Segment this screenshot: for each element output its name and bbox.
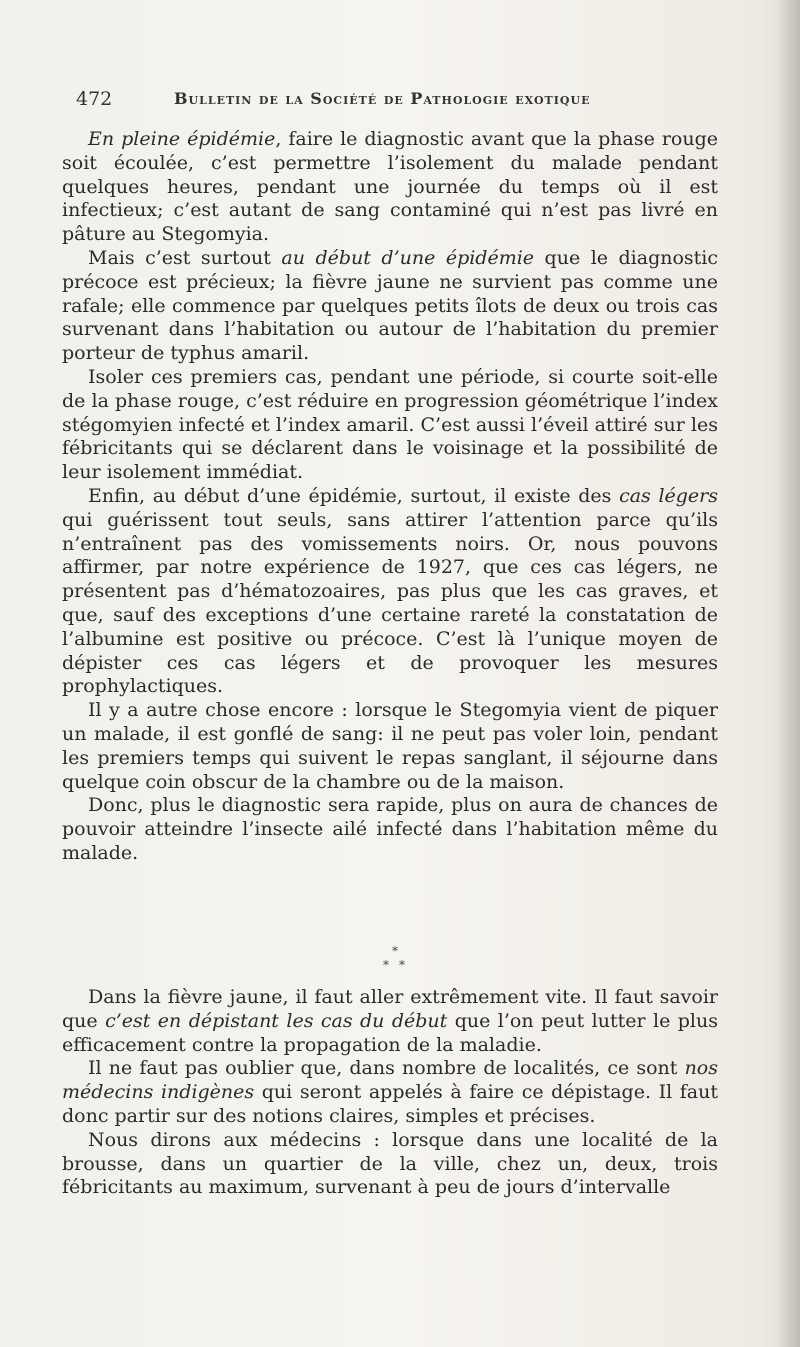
text-run-italic: nos médecins indigènes	[62, 1057, 718, 1104]
paragraph	[62, 247, 718, 366]
text-run: Nous dirons aux médecins : lorsque dans une localité de la brousse, dans un quartier de la ville, chez un, deux, trois fébricitants au maximum, survenant à peu de jours d’intervalle	[62, 1128, 718, 1199]
running-header	[76, 88, 716, 116]
text-run-italic: au début d’une épidémie	[281, 246, 535, 269]
paragraph	[62, 986, 718, 1057]
text-run: Donc, plus le diagnostic sera rapide, plus on aura de chances de pouvoir atteindre l’insecte ailé infecté dans l’habitation même du malade.	[62, 794, 718, 864]
text-run: qui guérissent tout seuls, sans attirer l’attention parce qu’ils n’entraînent pas des vomissements noirs. Or, nous pouvons affirmer, par notre expérience de 1927, que ces cas légers, ne présentent pas d’hématozoaires, pas plus que les cas graves, et que, sauf des exceptions d’une certaine rareté la constatation de l’albumine est positive ou précoce. C’est là l’unique moyen de dépister ces cas légers et de provoquer les mesures prophylactiques.	[62, 508, 718, 698]
body-text-section-2	[62, 986, 718, 1200]
paragraph	[62, 794, 718, 865]
text-run: Il ne faut pas oublier que, dans nombre de localités, ce sont	[88, 1057, 685, 1080]
text-run: Isoler ces premiers cas, pendant une période, si courte soit-elle de la phase rouge, c’est réduire en progression géométrique l’index stégomyien infecté et l’index amaril. C’est aussi l’éveil attiré sur les fébricitants qui se déclarent dans le voisinage et la possibilité de leur isolement immédiat.	[62, 365, 718, 484]
text-run: Enfin, au début d’une épidémie, surtout, il existe des	[88, 484, 620, 507]
asterisk: *	[399, 958, 405, 972]
text-run: , faire le diagnostic avant que la phase rouge soit écoulée, c’est permettre l’isolement du malade pendant quelques heures, pendant une journée du temps où il est infectieux; c’est autant de sang contaminé qui n’est pas livré en pâture au Stegomyia.	[62, 128, 718, 246]
body-text-section-1	[62, 128, 718, 866]
text-run-italic: cas légers	[619, 484, 719, 507]
paragraph	[62, 699, 718, 794]
paragraph	[62, 366, 718, 485]
asterisk: *	[392, 944, 398, 958]
paragraph	[62, 128, 718, 247]
paragraph	[62, 1057, 718, 1128]
text-run-italic: c’est en dépistant les cas du début	[105, 1009, 448, 1032]
text-run: Mais c’est surtout	[88, 246, 282, 269]
section-separator-asterism	[0, 940, 800, 980]
text-run: que le diagnostic précoce est précieux; la fièvre jaune ne survient pas comme une rafale; elle commence par quelques petits îlots de deux ou trois cas survenant dans l’habitation ou autour de l’habitation du premier porteur de typhus amaril.	[62, 246, 719, 365]
paragraph	[62, 1129, 718, 1200]
asterisk: *	[383, 958, 389, 972]
text-run: que l’on peut lutter le plus efficacement contre la propagation de la maladie.	[62, 1009, 718, 1056]
page-number: 472	[76, 88, 113, 110]
running-title: Bulletin de la Société de Pathologie exotique	[174, 89, 591, 108]
paragraph	[62, 485, 718, 699]
text-run: qui seront appelés à faire ce dépistage. Il faut donc partir sur des notions claires, simples et précises.	[62, 1081, 718, 1127]
page-edge-shadow	[778, 0, 800, 1347]
text-run-italic: En pleine épidémie	[88, 128, 276, 150]
text-run: Il y a autre chose encore : lorsque le Stegomyia vient de piquer un malade, il est gonflé de sang: il ne peut pas voler loin, pendant les premiers temps qui suivent le repas sanglant, il séjourne dans quelque coin obscur de la chambre ou de la maison.	[62, 699, 718, 793]
text-run: Dans la fièvre jaune, il faut aller extrêmement vite. Il faut savoir que	[62, 986, 718, 1032]
